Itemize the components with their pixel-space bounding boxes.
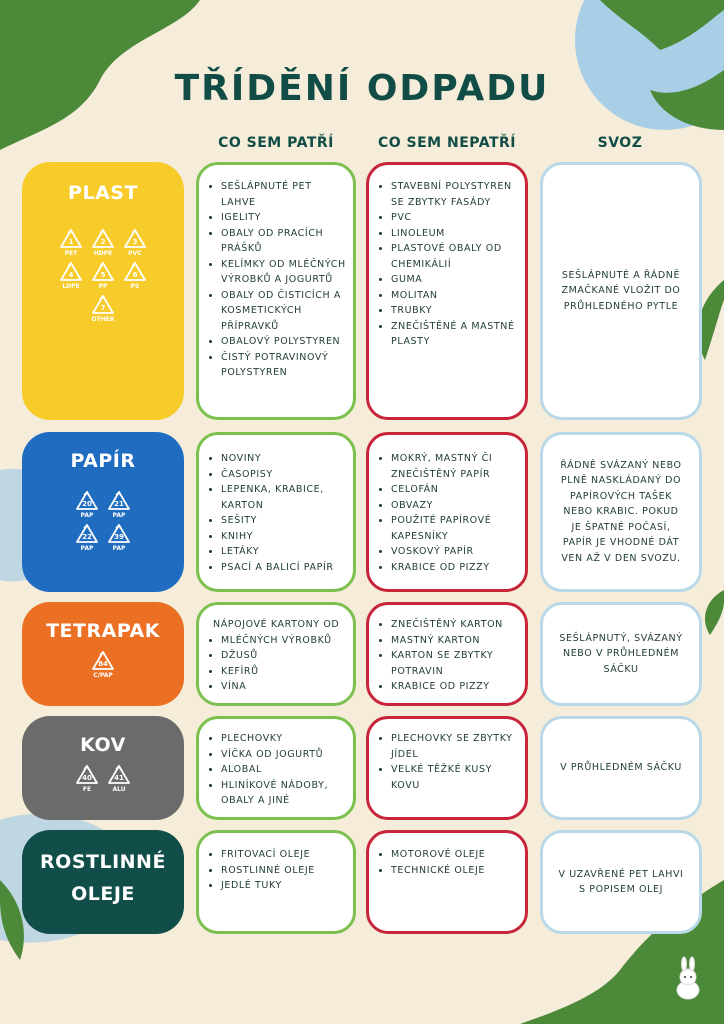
recycling-code-label: PP [98, 283, 108, 290]
category-tetrapak [22, 602, 184, 706]
recycling-code-label: PET [64, 250, 78, 257]
recycling-code-label: PAP [80, 545, 94, 552]
pickup-info-plast: SEŠLÁPNUTÉ A ŘÁDNĚ ZMAČKANÉ VLOŽIT DO PRŮHLEDNÉHO PYTLE [540, 162, 702, 420]
list-item: • ZNEČIŠTĚNÝ KARTON [391, 617, 519, 633]
column-header-belongs: CO SEM PATŘÍ [218, 135, 334, 151]
list-item: • CELOFÁN [391, 482, 519, 498]
list-item: • VOSKOVÝ PAPÍR [391, 544, 519, 560]
recycling-code-icon [122, 261, 148, 290]
belongs-items [199, 451, 353, 575]
recycling-code-label: HDPE [93, 250, 113, 257]
list-item: • MLÉČNÝCH VÝROBKŮ [221, 633, 347, 649]
recycling-code-icon [106, 764, 132, 793]
recycling-code-icon [58, 261, 84, 290]
list-item: • LETÁKY [221, 544, 347, 560]
recycling-code-label: ALU [112, 786, 126, 793]
recycling-codes [22, 650, 184, 679]
recycling-code-label: OTHER [91, 316, 115, 323]
list-item: • PVC [391, 210, 519, 226]
list-item: • OBVAZY [391, 498, 519, 514]
not-belongs-items [369, 617, 525, 695]
list-item: • OBALY OD PRACÍCH PRÁŠKŮ [221, 226, 347, 257]
svg-text:3: 3 [132, 238, 138, 246]
recycling-code-label: PAP [112, 512, 126, 519]
not-belongs-items [369, 847, 525, 878]
recycling-code-label: PAP [80, 512, 94, 519]
page-title: TŘÍDĚNÍ ODPADU [174, 68, 550, 109]
category-name: PAPÍR [70, 450, 136, 472]
recycling-code-icon [74, 490, 100, 519]
not-belongs-list-papir [366, 432, 528, 592]
recycling-code-icon [122, 228, 148, 257]
svg-text:1: 1 [68, 238, 74, 246]
recycling-code-label: C/PAP [93, 672, 113, 679]
recycling-code-label: FE [82, 786, 92, 793]
svg-text:39: 39 [114, 533, 124, 541]
column-header-not-belongs: CO SEM NEPATŘÍ [377, 135, 517, 151]
category-papir [22, 432, 184, 592]
svg-text:84: 84 [98, 660, 108, 668]
pickup-info-tetrapak: SEŠLÁPNUTÝ, SVÁZANÝ NEBO V PRŮHLEDNÉM SÁČKU [540, 602, 702, 706]
recycling-code-icon [90, 650, 116, 679]
recycling-code-icon [90, 228, 116, 257]
not-belongs-items [369, 451, 525, 575]
not-belongs-list-kov [366, 716, 528, 820]
svg-text:20: 20 [82, 500, 92, 508]
list-item: • ČISTÝ POTRAVINOVÝ POLYSTYREN [221, 350, 347, 381]
recycling-code-label: PVC [128, 250, 142, 257]
not-belongs-items [369, 731, 525, 793]
list-item: • PLECHOVKY [221, 731, 347, 747]
list-item: • KNIHY [221, 529, 347, 545]
list-item: • NOVINY [221, 451, 347, 467]
recycling-code-icon [74, 764, 100, 793]
category-name: TETRAPAK [46, 620, 160, 642]
category-name: ROSTLINNÉ OLEJE [40, 851, 166, 905]
list-item: • MOTOROVÉ OLEJE [391, 847, 519, 863]
belongs-items [199, 731, 353, 809]
list-item: • MASTNÝ KARTON [391, 633, 519, 649]
belongs-list-plast [196, 162, 356, 420]
list-item: • LEPENKA, KRABICE, KARTON [221, 482, 347, 513]
recycling-code-label: PAP [112, 545, 126, 552]
svg-text:21: 21 [114, 500, 124, 508]
leaf-right-2 [705, 590, 724, 635]
recycling-code-icon [74, 523, 100, 552]
svg-text:2: 2 [100, 238, 106, 246]
recycling-codes [63, 490, 143, 552]
list-item: • JEDLÉ TUKY [221, 878, 347, 894]
category-kov [22, 716, 184, 820]
svg-text:40: 40 [82, 774, 92, 782]
not-belongs-list-plast [366, 162, 528, 420]
pickup-info-kov: V PRŮHLEDNÉM SÁČKU [540, 716, 702, 820]
list-item: • HLINÍKOVÉ NÁDOBY, OBALY A JINÉ [221, 778, 347, 809]
list-item: • VELKÉ TĚŽKÉ KUSY KOVU [391, 762, 519, 793]
recycling-code-icon [90, 261, 116, 290]
list-item: • VÍČKA OD JOGURTŮ [221, 747, 347, 763]
category-name: PLAST [68, 182, 138, 204]
list-item: • PLECHOVKY SE ZBYTKY JÍDEL [391, 731, 519, 762]
list-item: • MOKRÝ, MASTNÝ ČI ZNEČIŠTĚNÝ PAPÍR [391, 451, 519, 482]
list-item: • KELÍMKY OD MLÉČNÝCH VÝROBKŮ A JOGURTŮ [221, 257, 347, 288]
belongs-intro: NÁPOJOVÉ KARTONY OD [213, 619, 340, 630]
list-item: • PLASTOVÉ OBALY OD CHEMIKÁLIÍ [391, 241, 519, 272]
column-header-pickup: SVOZ [597, 135, 643, 151]
svg-text:6: 6 [132, 271, 138, 279]
belongs-list-papir [196, 432, 356, 592]
svg-text:4: 4 [68, 271, 74, 279]
list-item: • KEFÍRŮ [221, 664, 347, 680]
pickup-info-papir: ŘÁDNĚ SVÁZANÝ NEBO PLNĚ NASKLÁDANÝ DO PAPÍROVÝCH TAŠEK NEBO KRABIC. POKUD JE ŠPATNÉ POČASÍ, PAPÍR JE VHODNÉ DÁT VEN AŽ V DEN SVOZU. [540, 432, 702, 592]
list-item: • POUŽITÉ PAPÍROVÉ KAPESNÍKY [391, 513, 519, 544]
belongs-items [199, 847, 353, 894]
svg-text:22: 22 [82, 533, 92, 541]
recycling-code-icon [58, 228, 84, 257]
list-item: • MOLITAN [391, 288, 519, 304]
list-item: • ROSTLINNÉ OLEJE [221, 863, 347, 879]
list-item: • ALOBAL [221, 762, 347, 778]
category-plast [22, 162, 184, 420]
list-item: • TECHNICKÉ OLEJE [391, 863, 519, 879]
belongs-items [199, 633, 353, 695]
belongs-list-tetrapak [196, 602, 356, 706]
list-item: • ČASOPISY [221, 467, 347, 483]
earth-globe-illustration [575, 0, 724, 130]
svg-text:41: 41 [114, 774, 124, 782]
recycling-codes [48, 228, 158, 323]
belongs-list-kov [196, 716, 356, 820]
belongs-list-rostlinne-oleje [196, 830, 356, 934]
list-item: • TRUBKY [391, 303, 519, 319]
list-item: • SEŠITY [221, 513, 347, 529]
recycling-code-icon [106, 490, 132, 519]
recycling-code-icon [106, 523, 132, 552]
svg-text:7: 7 [100, 304, 106, 312]
category-rostlinne-oleje [22, 830, 184, 934]
recycling-codes [22, 764, 184, 793]
list-item: • KARTON SE ZBYTKY POTRAVIN [391, 648, 519, 679]
list-item: • OBALY OD ČISTICÍCH A KOSMETICKÝCH PŘÍPRAVKŮ [221, 288, 347, 335]
list-item: • KRABICE OD PIZZY [391, 560, 519, 576]
not-belongs-list-tetrapak [366, 602, 528, 706]
list-item: • LINOLEUM [391, 226, 519, 242]
list-item: • KRABICE OD PIZZY [391, 679, 519, 695]
recycling-code-label: PS [130, 283, 140, 290]
list-item: • IGELITY [221, 210, 347, 226]
list-item: • STAVEBNÍ POLYSTYREN SE ZBYTKY FASÁDY [391, 179, 519, 210]
svg-text:5: 5 [100, 271, 106, 279]
list-item: • DŽUSŮ [221, 648, 347, 664]
belongs-items [199, 179, 353, 381]
list-item: • OBALOVÝ POLYSTYREN [221, 334, 347, 350]
pickup-info-rostlinne-oleje: V UZAVŘENÉ PET LAHVI S POPISEM OLEJ [540, 830, 702, 934]
not-belongs-items [369, 179, 525, 350]
recycling-code-icon [90, 294, 116, 323]
recycling-code-label: LDPE [62, 283, 80, 290]
not-belongs-list-rostlinne-oleje [366, 830, 528, 934]
list-item: • VÍNA [221, 679, 347, 695]
list-item: • GUMA [391, 272, 519, 288]
list-item: • ZNEČIŠTĚNÉ A MASTNÉ PLASTY [391, 319, 519, 350]
list-item: • FRITOVACÍ OLEJE [221, 847, 347, 863]
list-item: • PSACÍ A BALICÍ PAPÍR [221, 560, 347, 576]
category-name: KOV [80, 734, 126, 756]
list-item: • SEŠLÁPNUTÉ PET LAHVE [221, 179, 347, 210]
